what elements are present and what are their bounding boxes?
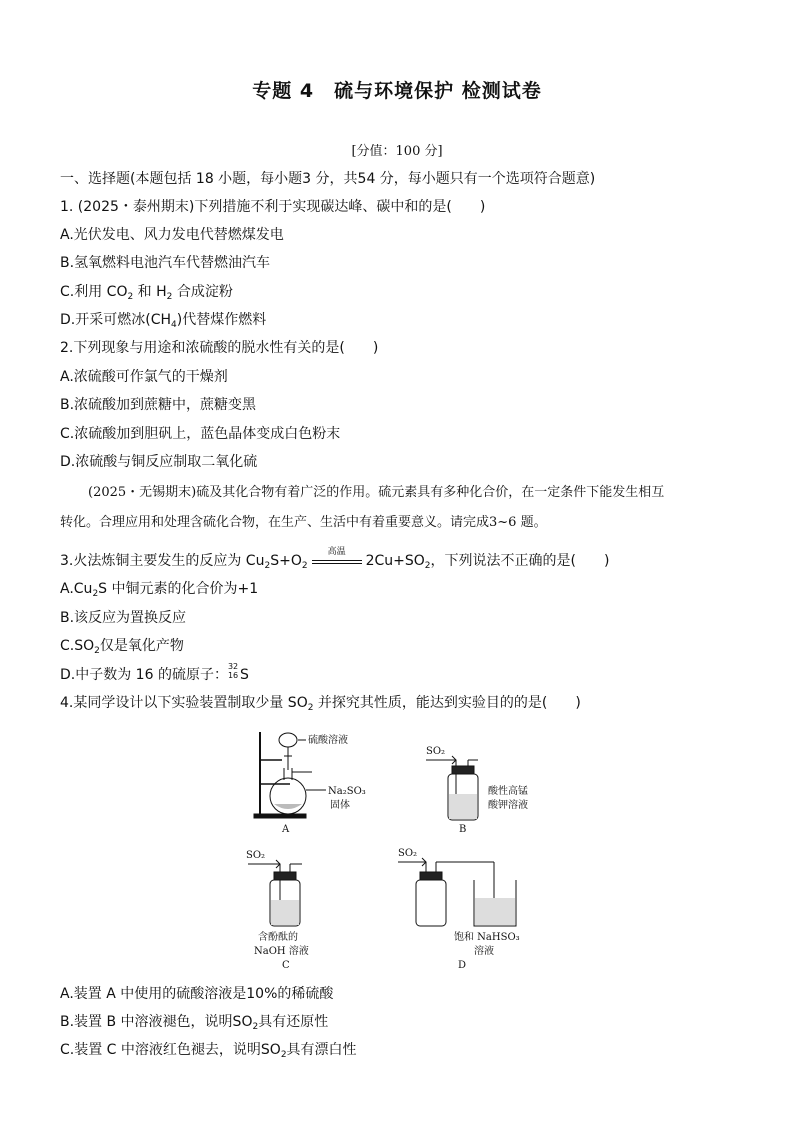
subscript: 2 (127, 292, 134, 302)
q1-d-text-2: )代替煤作燃料 (176, 312, 267, 328)
label-apparatus-a: A (282, 824, 290, 835)
q1-c-text-3: 合成淀粉 (172, 284, 233, 300)
isotope-notation (227, 662, 240, 681)
label-d-gas: SO₂ (398, 848, 418, 859)
stopper (274, 872, 296, 880)
reading-passage (60, 478, 740, 538)
q4-b-text-1: B.装置 B 中溶液褪色，说明SO (60, 1014, 253, 1030)
label-c-solution-2: NaOH 溶液 (254, 946, 309, 957)
q3-stem-text-1: 3.火法炼铜主要发生的反应为 Cu (60, 553, 265, 569)
q2-option-d: D.浓硫酸与铜反应制取二氧化硫 (60, 454, 258, 470)
q3-d-text: D.中子数为 16 的硫原子： (60, 667, 228, 683)
label-apparatus-c: C (282, 960, 290, 971)
q4-option-a: A.装置 A 中使用的硫酸溶液是10%的稀硫酸 (60, 986, 334, 1002)
mass-number: 32 (227, 662, 239, 671)
q3-option-d (60, 662, 249, 684)
score-note: [分值：100 分] (351, 144, 443, 159)
liquid (475, 898, 515, 925)
passage-line-2: 转化。合理应用和处理含硫化合物，在生产、生活中有着重要意义。请完成3~6 题。 (60, 515, 547, 530)
q3-stem-text-4: ，下列说法不正确的是( ) (430, 553, 610, 569)
q3-option-c (60, 637, 184, 660)
q1-c-text-2: 和 H (133, 284, 167, 300)
q4-stem (60, 694, 581, 717)
q3-a-text-1: A.Cu (60, 581, 93, 597)
liquid (271, 900, 299, 925)
subscript: 2 (424, 561, 431, 571)
q2-option-c: C.浓硫酸加到胆矾上，蓝色晶体变成白色粉末 (60, 426, 341, 442)
passage-line-1: (2025・无锡期末)硫及其化合物有着广泛的作用。硫元素具有多种化合价，在一定条件下能发生相互 (88, 485, 665, 500)
q2-option-a: A.浓硫酸可作氯气的干燥剂 (60, 369, 228, 385)
subscript: 2 (94, 646, 100, 656)
q3-stem-text-3: 2Cu+SO (365, 553, 425, 569)
subscript: 2 (252, 1022, 259, 1032)
q1-option-b: B.氢氧燃料电池汽车代替燃油汽车 (60, 255, 271, 271)
q4-b-text-2: 具有还原性 (258, 1014, 329, 1030)
flask-solid (274, 804, 302, 809)
label-a-acid: 硫酸溶液 (308, 735, 348, 746)
q1-option-a: A.光伏发电、风力发电代替燃煤发电 (60, 227, 284, 243)
label-b-gas: SO₂ (426, 746, 446, 757)
label-d-solution-2: 溶液 (474, 946, 494, 957)
liquid (449, 794, 477, 819)
q4-option-c (60, 1041, 357, 1064)
element-symbol: S (239, 667, 249, 683)
q3-a-text-2: S 中铜元素的化合价为+1 (98, 581, 259, 597)
stopper (420, 872, 442, 880)
equals-bar (312, 563, 362, 564)
equals-bar (312, 560, 362, 561)
q3-stem (60, 547, 610, 575)
q4-stem-text-1: 4.某同学设计以下实验装置制取少量 SO (60, 695, 308, 711)
q1-option-d (60, 311, 266, 334)
label-c-gas: SO₂ (246, 850, 266, 861)
subscript: 2 (92, 589, 99, 599)
label-c-solution-1: 含酚酞的 (258, 932, 298, 943)
apparatus-c (248, 860, 302, 926)
q1-d-text-1: D.开采可燃冰(CH (60, 312, 171, 328)
subscript: 2 (280, 1050, 287, 1060)
label-apparatus-b: B (459, 824, 467, 835)
apparatus-d (398, 858, 516, 926)
q3-option-b: B.该反应为置换反应 (60, 610, 187, 626)
label-a-solid: 固体 (330, 800, 350, 811)
q1-stem: 1. (2025・泰州期末)下列措施不利于实现碳达峰、碳中和的是( ) (60, 199, 486, 215)
page-title: 专题 4 硫与环境保护 检测试卷 (252, 80, 542, 102)
reaction-condition-arrow (308, 547, 366, 568)
label-b-solution-1: 酸性高锰 (488, 786, 528, 797)
subscript: 2 (166, 292, 173, 302)
q1-c-text-1: C.利用 CO (60, 284, 128, 300)
label-d-solution-1: 饱和 NaHSO₃ (454, 932, 520, 943)
q4-c-text-2: 具有漂白性 (286, 1042, 357, 1058)
q3-option-a (60, 580, 258, 603)
q3-c-text-1: C.SO (60, 638, 95, 654)
section-heading: 一、选择题(本题包括 18 小题，每小题3 分，共54 分，每小题只有一个选项符合题意) (60, 171, 596, 187)
label-apparatus-d: D (458, 960, 467, 971)
q3-stem-text-2: S+O (270, 553, 302, 569)
subscript: 2 (264, 561, 271, 571)
atomic-number: 16 (227, 671, 239, 680)
subscript: 2 (307, 703, 314, 713)
subscript: 2 (301, 561, 308, 571)
stopper (452, 766, 474, 774)
empty-bottle (416, 880, 446, 926)
apparatus-b (426, 756, 478, 820)
q1-option-c (60, 283, 233, 306)
q4-stem-text-2: 并探究其性质，能达到实验目的的是( ) (313, 695, 581, 711)
q3-c-text-2: 仅是氧化产物 (99, 638, 184, 654)
q4-c-text-1: C.装置 C 中溶液红色褪去，说明SO (60, 1042, 281, 1058)
label-b-solution-2: 酸钾溶液 (488, 800, 528, 811)
q2-stem: 2.下列现象与用途和浓硫酸的脱水性有关的是( ) (60, 340, 379, 356)
reaction-condition: 高温 (327, 547, 346, 557)
separatory-funnel (279, 733, 297, 747)
q4-option-b (60, 1013, 328, 1036)
apparatus-diagram (230, 722, 570, 980)
apparatus-figure (230, 722, 570, 980)
stand-base (254, 814, 306, 818)
subscript: 4 (171, 320, 177, 330)
label-a-salt: Na₂SO₃ (328, 786, 366, 797)
q2-option-b: B.浓硫酸加到蔗糖中，蔗糖变黑 (60, 397, 257, 413)
